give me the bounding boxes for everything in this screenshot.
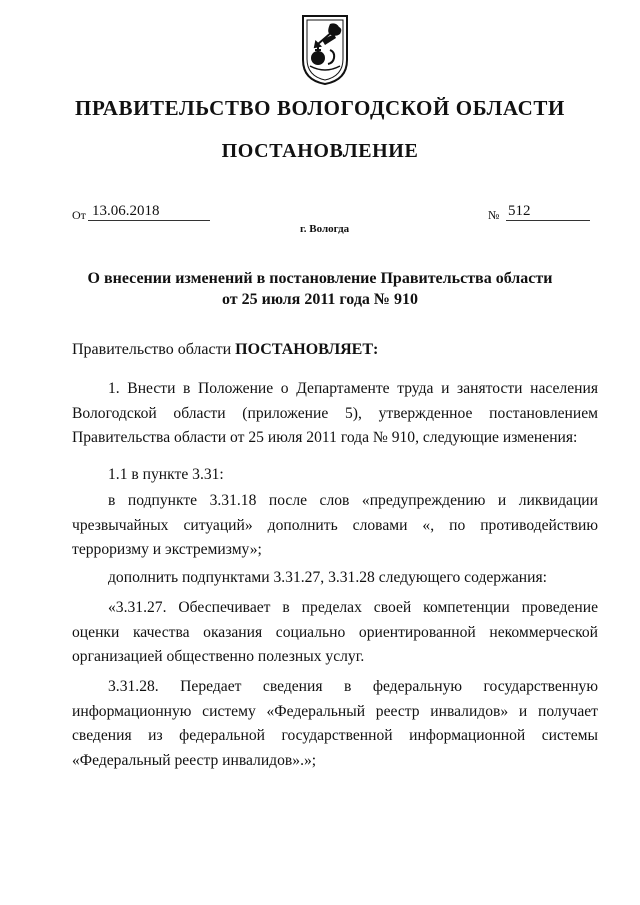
- paragraph-1-1: 1.1 в пункте 3.31:: [108, 466, 224, 483]
- decree-intro: [72, 341, 378, 359]
- document-subject: [0, 268, 640, 310]
- paragraph-add-subitems: дополнить подпунктами 3.31.27, 3.31.28 следующего содержания:: [108, 569, 547, 586]
- document-number: 512: [506, 204, 590, 221]
- decree-intro-text: Правительство области: [72, 341, 232, 358]
- paragraph-3-31-28: 3.31.28. Передает сведения в федеральную государственную информационную систему «Федеральный реестр инвалидов» и получает сведения из федеральной государственной информационной системы «Федеральный реестр инвалидов».»;: [72, 678, 598, 769]
- subject-line-1: О внесении изменений в постановление Правительства области: [87, 270, 553, 287]
- paragraph-1: 1. Внести в Положение о Департаменте труда и занятости населения Вологодской области (приложение 5), утвержденное постановлением Правительства области от 25 июля 2011 года № 910, следующие изменения:: [72, 380, 598, 446]
- city: г. Вологда: [300, 223, 350, 235]
- number-prefix: №: [488, 208, 500, 222]
- date-prefix: От: [72, 208, 86, 222]
- coat-of-arms-icon: [300, 14, 350, 86]
- paragraph-3-31-18: в подпункте 3.31.18 после слов «предупреждению и ликвидации чрезвычайных ситуаций» дополнить словами «, по противодействию терроризму и экстремизму»;: [72, 492, 598, 558]
- document-type: ПОСТАНОВЛЕНИЕ: [221, 140, 419, 162]
- paragraph-3-31-27: «3.31.27. Обеспечивает в пределах своей компетенции проведение оценки качества оказания социально ориентированной некоммерческой организацией общественно полезных услуг.: [72, 599, 598, 665]
- government-title: ПРАВИТЕЛЬСТВО ВОЛОГОДСКОЙ ОБЛАСТИ: [75, 96, 565, 120]
- decree-word: ПОСТАНОВЛЯЕТ:: [235, 341, 379, 358]
- document-date: 13.06.2018: [88, 204, 210, 221]
- subject-line-2: от 25 июля 2011 года № 910: [221, 291, 419, 308]
